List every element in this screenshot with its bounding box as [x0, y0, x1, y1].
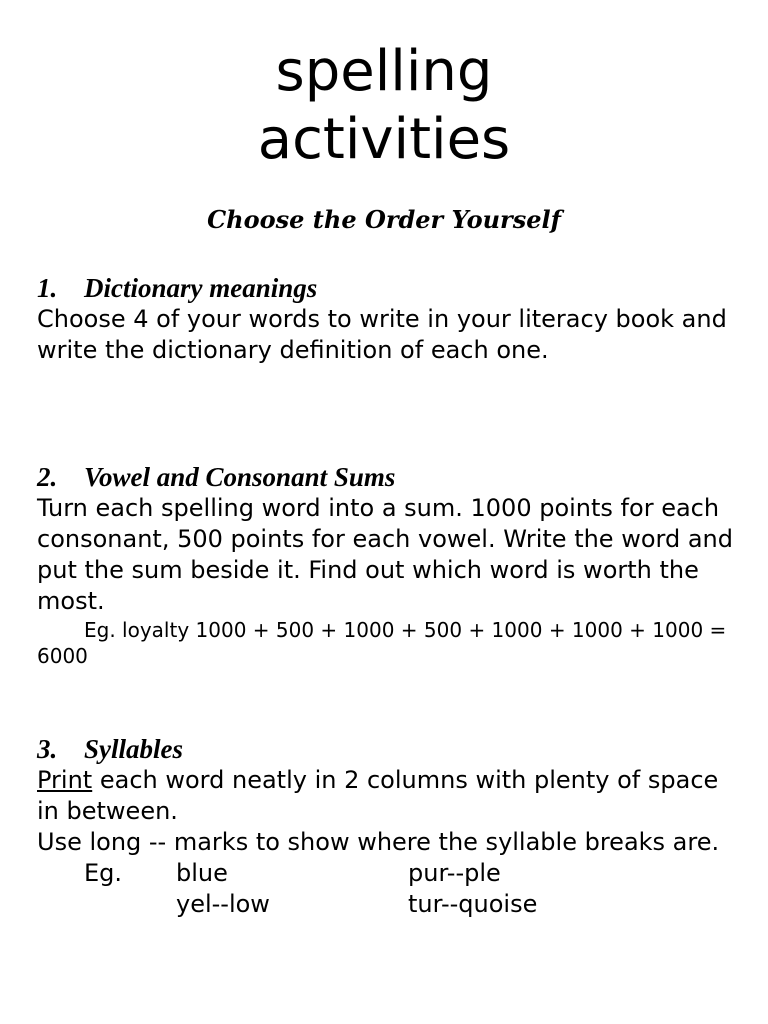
syllable-examples — [37, 858, 737, 922]
example-word: blue — [176, 859, 228, 887]
section-dictionary-meanings — [37, 272, 737, 366]
section-title: Syllables — [84, 734, 183, 764]
section-number: 2. — [37, 462, 58, 492]
title-line-2: activities — [257, 107, 511, 172]
section-title: Dictionary meanings — [84, 273, 318, 303]
section-syllables — [37, 733, 737, 922]
example-word: tur--quoise — [408, 890, 538, 918]
title-line-1: spelling — [275, 39, 493, 104]
section-text: Choose 4 of your words to write in your literacy book and write the dictionary definition of each one. — [37, 305, 727, 364]
page-title — [0, 38, 768, 174]
print-underlined-word: Print — [37, 766, 93, 794]
section-title: Vowel and Consonant Sums — [84, 462, 396, 492]
example-word: yel--low — [176, 890, 270, 918]
section-heading — [37, 733, 737, 765]
example-text: Eg. loyalty 1000 + 500 + 1000 + 500 + 1000 + 1000 + 1000 = 6000 — [37, 618, 727, 668]
section-heading — [37, 272, 737, 304]
section-heading — [37, 461, 737, 493]
example-label: Eg. — [84, 859, 123, 887]
section-number: 3. — [37, 734, 58, 764]
example-word: pur--ple — [408, 859, 501, 887]
section-text: Turn each spelling word into a sum. 1000 points for each consonant, 500 points for each vowel. Write the word and put the sum beside it. Find out which word is worth the most. — [37, 494, 733, 615]
section-vowel-consonant-sums — [37, 461, 737, 669]
subtitle: Choose the Order Yourself — [207, 205, 561, 234]
section-number: 1. — [37, 273, 58, 303]
section-text-rest: each word neatly in 2 columns with plenty of space in between. — [37, 766, 719, 825]
section-text-2: Use long -- marks to show where the syllable breaks are. — [37, 828, 720, 856]
section-text — [37, 765, 737, 827]
